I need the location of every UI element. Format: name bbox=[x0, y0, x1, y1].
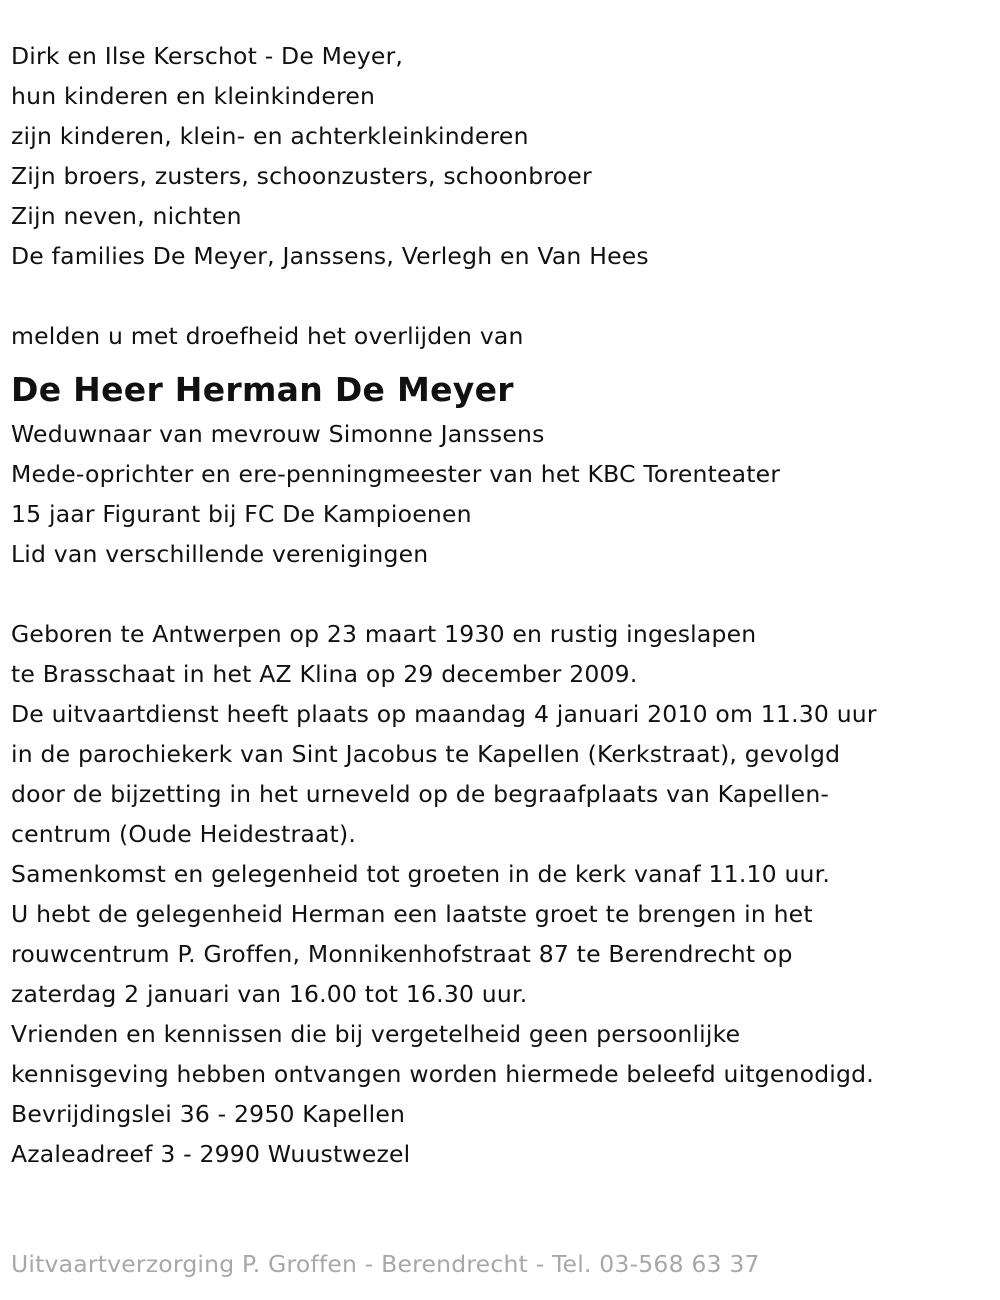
title-line: Lid van verschillende verenigingen bbox=[11, 540, 429, 568]
address-line: Bevrijdingslei 36 - 2950 Kapellen bbox=[11, 1100, 406, 1128]
detail-line: centrum (Oude Heidestraat). bbox=[11, 820, 357, 848]
mourner-line: hun kinderen en kleinkinderen bbox=[11, 82, 376, 110]
spacer bbox=[11, 574, 990, 614]
funeral-home-footer: Uitvaartverzorging P. Groffen - Berendrecht - Tel. 03-568 63 37 bbox=[11, 1250, 760, 1278]
detail-line: in de parochiekerk van Sint Jacobus te Kapellen (Kerkstraat), gevolgd bbox=[11, 740, 841, 768]
detail-line: rouwcentrum P. Groffen, Monnikenhofstraat 87 te Berendrecht op bbox=[11, 940, 793, 968]
deceased-titles bbox=[11, 414, 990, 574]
title-line: 15 jaar Figurant bij FC De Kampioenen bbox=[11, 500, 472, 528]
title-line: Weduwnaar van mevrouw Simonne Janssens bbox=[11, 420, 545, 448]
detail-line: te Brasschaat in het AZ Klina op 29 december 2009. bbox=[11, 660, 638, 688]
detail-line: Geboren te Antwerpen op 23 maart 1930 en rustig ingeslapen bbox=[11, 620, 757, 648]
mourner-line: De families De Meyer, Janssens, Verlegh en Van Hees bbox=[11, 242, 649, 270]
detail-line: Samenkomst en gelegenheid tot groeten in de kerk vanaf 11.10 uur. bbox=[11, 860, 831, 888]
mourner-line: zijn kinderen, klein- en achterkleinkinderen bbox=[11, 122, 529, 150]
detail-line: De uitvaartdienst heeft plaats op maandag 4 januari 2010 om 11.30 uur bbox=[11, 700, 877, 728]
announcement-text: melden u met droefheid het overlijden van bbox=[11, 322, 524, 350]
address-line: Azaleadreef 3 - 2990 Wuustwezel bbox=[11, 1140, 411, 1168]
mourners-list bbox=[11, 36, 990, 276]
mourner-line: Dirk en Ilse Kerschot - De Meyer, bbox=[11, 42, 404, 70]
mourner-line: Zijn neven, nichten bbox=[11, 202, 242, 230]
detail-line: Vrienden en kennissen die bij vergetelheid geen persoonlijke bbox=[11, 1020, 741, 1048]
deceased-name: De Heer Herman De Meyer bbox=[11, 370, 514, 409]
obituary-notice bbox=[11, 36, 990, 1174]
detail-line: door de bijzetting in het urneveld op de begraafplaats van Kapellen- bbox=[11, 780, 830, 808]
detail-line: U hebt de gelegenheid Herman een laatste groet te brengen in het bbox=[11, 900, 813, 928]
detail-line: kennisgeving hebben ontvangen worden hiermede beleefd uitgenodigd. bbox=[11, 1060, 874, 1088]
mourner-line: Zijn broers, zusters, schoonzusters, schoonbroer bbox=[11, 162, 592, 190]
spacer bbox=[11, 276, 990, 316]
detail-line: zaterdag 2 januari van 16.00 tot 16.30 uur. bbox=[11, 980, 528, 1008]
title-line: Mede-oprichter en ere-penningmeester van het KBC Torenteater bbox=[11, 460, 781, 488]
funeral-details bbox=[11, 614, 990, 1174]
